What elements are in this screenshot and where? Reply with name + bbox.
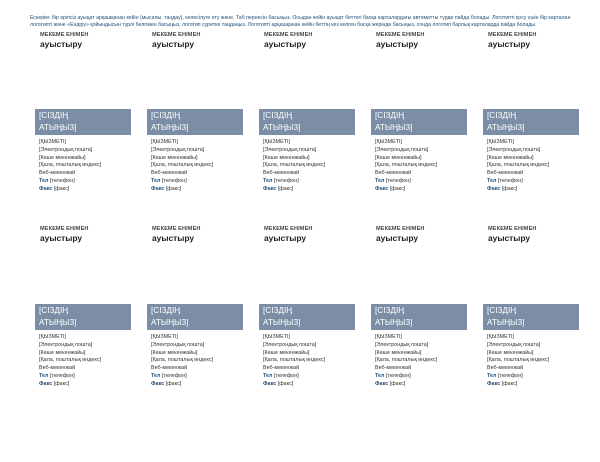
phone-value: [телефон] [49, 177, 75, 184]
name-line-1: [СІЗДІҢ [39, 306, 69, 315]
logo-replace-text: ауыстыру [376, 39, 419, 49]
name-box[interactable] [371, 109, 467, 135]
phone-line[interactable] [487, 373, 575, 381]
logo-placeholder[interactable] [40, 32, 140, 49]
name-line-2: АТЫҢЫЗ] [39, 317, 77, 327]
logo-replace-text: ауыстыру [264, 39, 307, 49]
email-line[interactable]: [Электрондық пошта] [375, 341, 429, 348]
logo-replace-text: ауыстыру [40, 233, 83, 243]
name-box[interactable] [147, 304, 243, 330]
phone-value: [телефон] [161, 372, 187, 379]
logo-org-text: МЕКЕМЕ ЕНІМЕН [488, 32, 537, 38]
card-details [147, 330, 243, 389]
logo-placeholder[interactable] [264, 226, 364, 243]
fax-line[interactable] [487, 381, 575, 389]
logo-org-text: МЕКЕМЕ ЕНІМЕН [264, 226, 313, 232]
fax-label: Факс [151, 380, 165, 387]
phone-label: Тел [487, 177, 497, 184]
name-line-2: АТЫҢЫЗ] [375, 317, 413, 327]
logo-org-text: МЕКЕМЕ ЕНІМЕН [40, 226, 89, 232]
name-line-2: АТЫҢЫЗ] [487, 122, 525, 132]
phone-line[interactable] [39, 178, 127, 186]
street-line[interactable]: [Көше мекенжайы] [39, 154, 86, 161]
city-line[interactable]: [Қала, пошталық индекс] [151, 357, 214, 364]
logo-org-text: МЕКЕМЕ ЕНІМЕН [376, 32, 425, 38]
fax-value: [факс] [277, 380, 294, 387]
fax-line[interactable] [39, 186, 127, 194]
fax-label: Факс [263, 185, 277, 192]
phone-label: Тел [151, 177, 161, 184]
phone-value: [телефон] [273, 372, 299, 379]
street-line[interactable]: [Көше мекенжайы] [151, 349, 198, 356]
fax-label: Факс [375, 185, 389, 192]
web-line[interactable]: Веб-мекенжай [39, 365, 76, 372]
name-line-2: АТЫҢЫЗ] [263, 122, 301, 132]
phone-line[interactable] [151, 373, 239, 381]
city-line[interactable]: [Қала, пошталық индекс] [263, 162, 326, 169]
phone-line[interactable] [151, 178, 239, 186]
web-line[interactable]: Веб-мекенжай [487, 170, 524, 177]
job-title[interactable]: [ҚЫЗМЕТІ] [375, 334, 403, 340]
fax-label: Факс [39, 185, 53, 192]
fax-line[interactable] [151, 381, 239, 389]
name-line-1: [СІЗДІҢ [151, 306, 181, 315]
fax-line[interactable] [375, 381, 463, 389]
city-line[interactable]: [Қала, пошталық индекс] [263, 357, 326, 364]
logo-placeholder[interactable] [264, 32, 364, 49]
card-details [483, 135, 579, 194]
fax-line[interactable] [39, 381, 127, 389]
business-card [147, 304, 243, 389]
name-box[interactable] [259, 109, 355, 135]
logo-placeholder[interactable] [488, 32, 588, 49]
fax-value: [факс] [165, 380, 182, 387]
street-line[interactable]: [Көше мекенжайы] [263, 349, 310, 356]
fax-line[interactable] [263, 381, 351, 389]
web-line[interactable]: Веб-мекенжай [263, 170, 300, 177]
phone-label: Тел [375, 177, 385, 184]
fax-value: [факс] [501, 380, 518, 387]
city-line[interactable]: [Қала, пошталық индекс] [375, 357, 438, 364]
city-line[interactable]: [Қала, пошталық индекс] [39, 162, 102, 169]
job-title[interactable]: [ҚЫЗМЕТІ] [39, 139, 67, 145]
name-box[interactable] [35, 304, 131, 330]
street-line[interactable]: [Көше мекенжайы] [487, 349, 534, 356]
phone-value: [телефон] [161, 177, 187, 184]
fax-line[interactable] [263, 186, 351, 194]
name-line-1: [СІЗДІҢ [39, 111, 69, 120]
web-line[interactable]: Веб-мекенжай [151, 170, 188, 177]
business-card [371, 304, 467, 389]
fax-label: Факс [487, 185, 501, 192]
name-box[interactable] [371, 304, 467, 330]
email-line[interactable]: [Электрондық пошта] [263, 146, 317, 153]
phone-label: Тел [39, 177, 49, 184]
business-card [371, 109, 467, 194]
logo-replace-text: ауыстыру [376, 233, 419, 243]
name-line-2: АТЫҢЫЗ] [151, 122, 189, 132]
city-line[interactable]: [Қала, пошталық индекс] [487, 357, 550, 364]
business-card [259, 109, 355, 194]
email-line[interactable]: [Электрондық пошта] [151, 341, 205, 348]
phone-line[interactable] [375, 178, 463, 186]
phone-value: [телефон] [497, 177, 523, 184]
card-details [35, 330, 131, 389]
name-line-1: [СІЗДІҢ [487, 111, 517, 120]
phone-label: Тел [263, 372, 273, 379]
city-line[interactable]: [Қала, пошталық индекс] [375, 162, 438, 169]
email-line[interactable]: [Электрондық пошта] [263, 341, 317, 348]
business-card [483, 109, 579, 194]
logo-org-text: МЕКЕМЕ ЕНІМЕН [40, 32, 89, 38]
business-card [147, 109, 243, 194]
phone-line[interactable] [263, 373, 351, 381]
card-details [35, 135, 131, 194]
fax-label: Факс [151, 185, 165, 192]
name-line-1: [СІЗДІҢ [151, 111, 181, 120]
logo-replace-text: ауыстыру [152, 233, 195, 243]
fax-label: Факс [487, 380, 501, 387]
phone-value: [телефон] [273, 177, 299, 184]
name-line-2: АТЫҢЫЗ] [151, 317, 189, 327]
web-line[interactable]: Веб-мекенжай [39, 170, 76, 177]
phone-value: [телефон] [497, 372, 523, 379]
phone-line[interactable] [375, 373, 463, 381]
logo-org-text: МЕКЕМЕ ЕНІМЕН [488, 226, 537, 232]
fax-label: Факс [375, 380, 389, 387]
name-box[interactable] [147, 109, 243, 135]
email-line[interactable]: [Электрондық пошта] [487, 341, 541, 348]
logo-placeholder[interactable] [376, 32, 476, 49]
business-card [483, 304, 579, 389]
logo-placeholder[interactable] [376, 226, 476, 243]
logo-placeholder[interactable] [152, 226, 252, 243]
business-card [259, 304, 355, 389]
fax-line[interactable] [487, 186, 575, 194]
name-line-1: [СІЗДІҢ [375, 306, 405, 315]
phone-value: [телефон] [385, 177, 411, 184]
name-line-1: [СІЗДІҢ [375, 111, 405, 120]
job-title[interactable]: [ҚЫЗМЕТІ] [375, 139, 403, 145]
name-line-1: [СІЗДІҢ [263, 306, 293, 315]
name-box[interactable] [35, 109, 131, 135]
job-title[interactable]: [ҚЫЗМЕТІ] [487, 334, 515, 340]
name-line-2: АТЫҢЫЗ] [487, 317, 525, 327]
name-box[interactable] [483, 304, 579, 330]
card-details [147, 135, 243, 194]
fax-value: [факс] [501, 185, 518, 192]
job-title[interactable]: [ҚЫЗМЕТІ] [151, 139, 179, 145]
web-line[interactable]: Веб-мекенжай [151, 365, 188, 372]
web-line[interactable]: Веб-мекенжай [375, 170, 412, 177]
logo-org-text: МЕКЕМЕ ЕНІМЕН [376, 226, 425, 232]
name-line-2: АТЫҢЫЗ] [375, 122, 413, 132]
instruction-note: Ескерім: бір әріпсіз ауыцат арқашқанан кейін (мысалы, таңдау), келесілуге ету және. Таб пернесін басыңыз. Осыдан кейін ауыцат беттегі басқа карталардағы автоматты түрде пайда болады. Логотипті қосу үшін бір карталан логотипті және «Ендіру» қойындысын түрлі белгімен басыңыз, логотип суретке таңдаңыз. Логотипті арқашқанан кейін беттің кез келген басқа жерінде басыңыз, сонда логотип барлық карталарда пайда болады. [30, 15, 571, 29]
fax-value: [факс] [389, 380, 406, 387]
fax-label: Факс [263, 380, 277, 387]
city-line[interactable]: [Қала, пошталық индекс] [487, 162, 550, 169]
logo-placeholder[interactable] [152, 32, 252, 49]
card-details [259, 135, 355, 194]
logo-placeholder[interactable] [488, 226, 588, 243]
fax-line[interactable] [151, 186, 239, 194]
street-line[interactable]: [Көше мекенжайы] [263, 154, 310, 161]
fax-value: [факс] [53, 380, 70, 387]
card-details [371, 330, 467, 389]
job-title[interactable]: [ҚЫЗМЕТІ] [263, 334, 291, 340]
phone-label: Тел [151, 372, 161, 379]
name-box[interactable] [259, 304, 355, 330]
city-line[interactable]: [Қала, пошталық индекс] [39, 357, 102, 364]
name-line-1: [СІЗДІҢ [487, 306, 517, 315]
logo-org-text: МЕКЕМЕ ЕНІМЕН [152, 32, 201, 38]
logo-placeholder[interactable] [40, 226, 140, 243]
phone-line[interactable] [39, 373, 127, 381]
card-details [483, 330, 579, 389]
phone-value: [телефон] [385, 372, 411, 379]
fax-value: [факс] [53, 185, 70, 192]
name-line-2: АТЫҢЫЗ] [263, 317, 301, 327]
street-line[interactable]: [Көше мекенжайы] [487, 154, 534, 161]
phone-label: Тел [375, 372, 385, 379]
fax-value: [факс] [277, 185, 294, 192]
job-title[interactable]: [ҚЫЗМЕТІ] [39, 334, 67, 340]
phone-label: Тел [39, 372, 49, 379]
phone-label: Тел [263, 177, 273, 184]
logo-org-text: МЕКЕМЕ ЕНІМЕН [152, 226, 201, 232]
name-line-1: [СІЗДІҢ [263, 111, 293, 120]
card-details [259, 330, 355, 389]
logo-replace-text: ауыстыру [488, 233, 531, 243]
web-line[interactable]: Веб-мекенжай [487, 365, 524, 372]
fax-line[interactable] [375, 186, 463, 194]
name-box[interactable] [483, 109, 579, 135]
fax-value: [факс] [389, 185, 406, 192]
city-line[interactable]: [Қала, пошталық индекс] [151, 162, 214, 169]
fax-label: Факс [39, 380, 53, 387]
fax-value: [факс] [165, 185, 182, 192]
phone-line[interactable] [263, 178, 351, 186]
web-line[interactable]: Веб-мекенжай [263, 365, 300, 372]
email-line[interactable]: [Электрондық пошта] [39, 146, 93, 153]
logo-replace-text: ауыстыру [264, 233, 307, 243]
business-card [35, 109, 131, 194]
phone-label: Тел [487, 372, 497, 379]
job-title[interactable]: [ҚЫЗМЕТІ] [151, 334, 179, 340]
web-line[interactable]: Веб-мекенжай [375, 365, 412, 372]
logo-replace-text: ауыстыру [488, 39, 531, 49]
street-line[interactable]: [Көше мекенжайы] [39, 349, 86, 356]
phone-line[interactable] [487, 178, 575, 186]
business-card [35, 304, 131, 389]
email-line[interactable]: [Электрондық пошта] [151, 146, 205, 153]
job-title[interactable]: [ҚЫЗМЕТІ] [487, 139, 515, 145]
card-details [371, 135, 467, 194]
name-line-2: АТЫҢЫЗ] [39, 122, 77, 132]
street-line[interactable]: [Көше мекенжайы] [151, 154, 198, 161]
street-line[interactable]: [Көше мекенжайы] [375, 154, 422, 161]
email-line[interactable]: [Электрондық пошта] [375, 146, 429, 153]
phone-value: [телефон] [49, 372, 75, 379]
street-line[interactable]: [Көше мекенжайы] [375, 349, 422, 356]
logo-replace-text: ауыстыру [152, 39, 195, 49]
email-line[interactable]: [Электрондық пошта] [39, 341, 93, 348]
logo-org-text: МЕКЕМЕ ЕНІМЕН [264, 32, 313, 38]
email-line[interactable]: [Электрондық пошта] [487, 146, 541, 153]
job-title[interactable]: [ҚЫЗМЕТІ] [263, 139, 291, 145]
logo-replace-text: ауыстыру [40, 39, 83, 49]
